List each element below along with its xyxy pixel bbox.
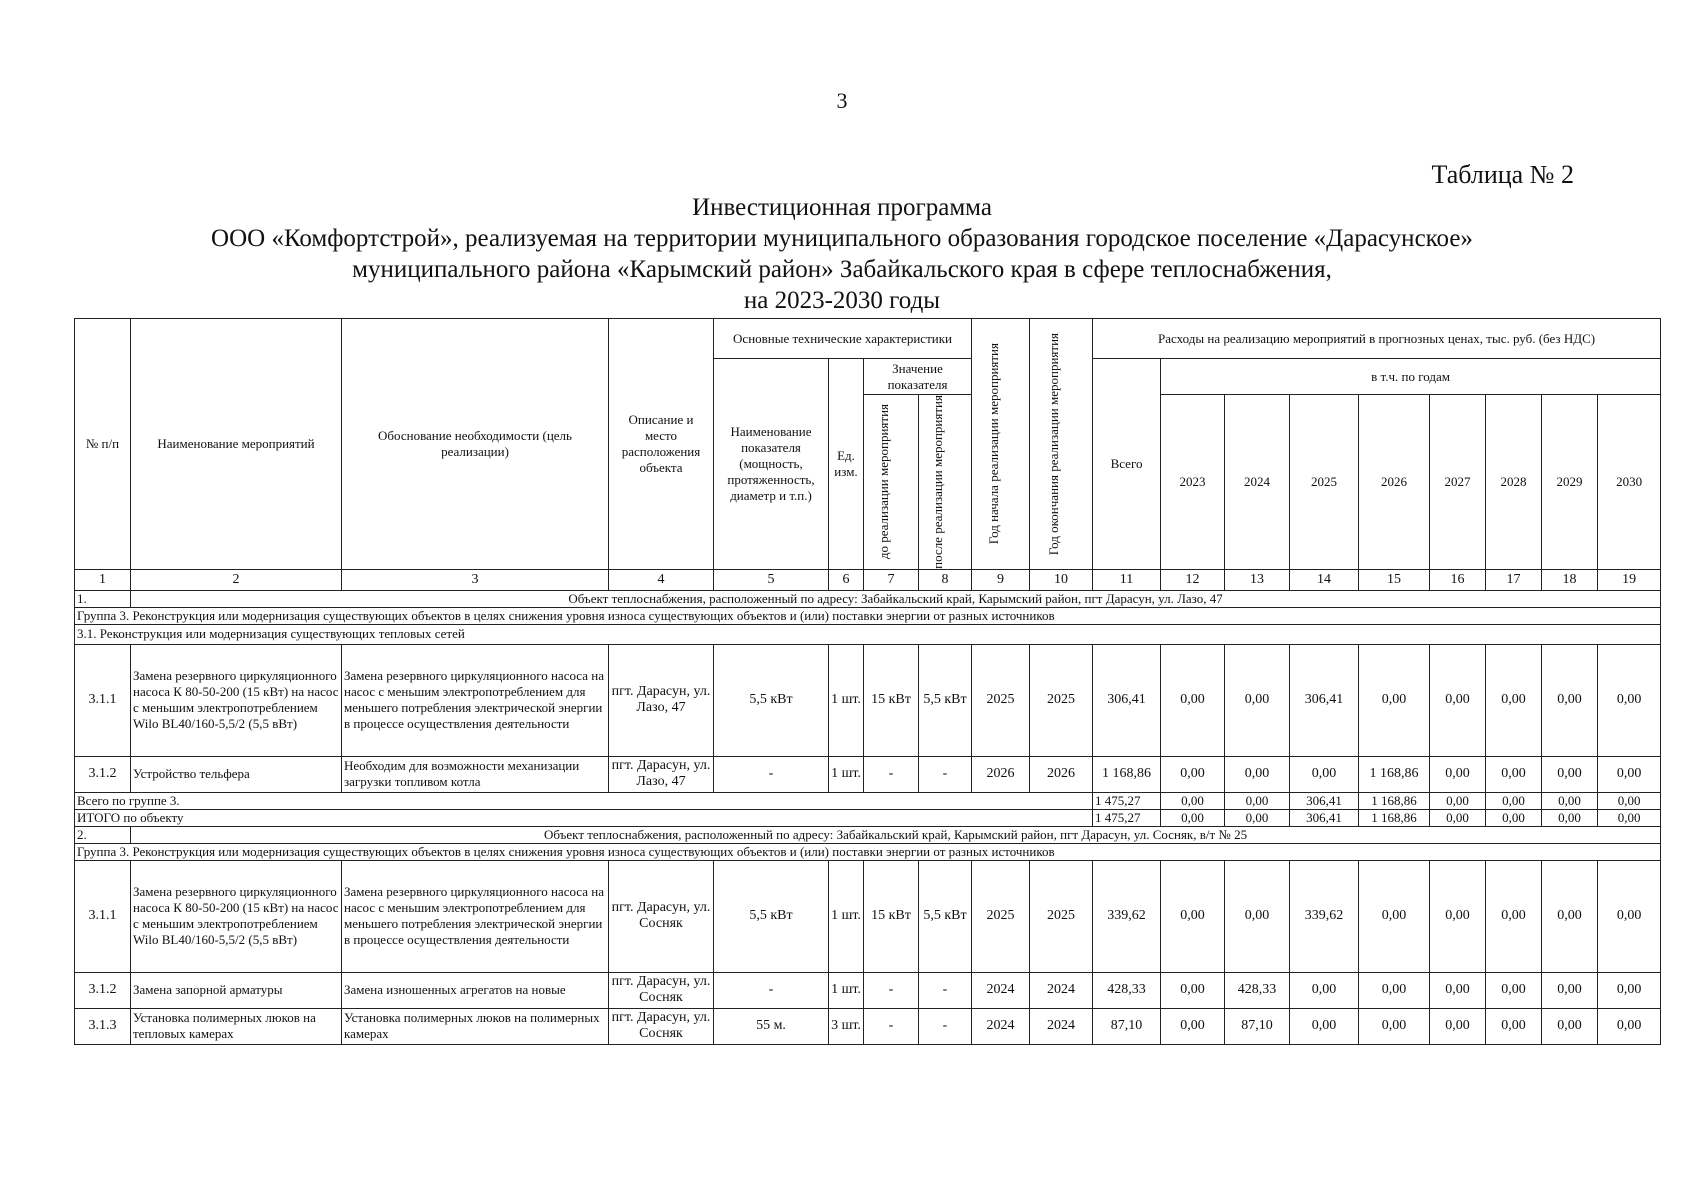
object-total-2025: 306,41 bbox=[1290, 809, 1359, 826]
row-2029: 0,00 bbox=[1542, 1008, 1598, 1044]
object-total-2028: 0,00 bbox=[1486, 809, 1542, 826]
row-2027: 0,00 bbox=[1430, 756, 1486, 792]
row-before: 15 кВт bbox=[864, 860, 919, 972]
row-start: 2025 bbox=[972, 644, 1030, 756]
row-total: 428,33 bbox=[1093, 972, 1161, 1008]
row-num: 3.1.2 bbox=[75, 972, 131, 1008]
row-before: - bbox=[864, 1008, 919, 1044]
group-total-value: 1 475,27 bbox=[1093, 792, 1161, 809]
object-total-2026: 1 168,86 bbox=[1359, 809, 1430, 826]
object-number: 2. bbox=[75, 826, 131, 843]
header-num: № п/п bbox=[75, 319, 131, 570]
title-line-4: на 2023-2030 годы bbox=[743, 287, 941, 314]
header-year-2027: 2027 bbox=[1430, 395, 1486, 570]
object-number: 1. bbox=[75, 590, 131, 607]
col-number: 5 bbox=[714, 569, 829, 590]
row-indicator: 5,5 кВт bbox=[714, 644, 829, 756]
header-by-years: в т.ч. по годам bbox=[1161, 359, 1661, 395]
row-indicator: 55 м. bbox=[714, 1008, 829, 1044]
row-2024: 0,00 bbox=[1225, 860, 1290, 972]
object-2-row bbox=[75, 826, 1661, 843]
col-number: 9 bbox=[972, 569, 1030, 590]
row-2030: 0,00 bbox=[1598, 860, 1661, 972]
page-number: 3 bbox=[836, 88, 848, 113]
row-2026: 0,00 bbox=[1359, 972, 1430, 1008]
group-total-2026: 1 168,86 bbox=[1359, 792, 1430, 809]
object-title: Объект теплоснабжения, расположенный по адресу: Забайкальский край, Карымский район, пгт Дарасун, ул. Лазо, 47 bbox=[131, 590, 1661, 607]
table-row bbox=[75, 972, 1661, 1008]
object-total-label: ИТОГО по объекту bbox=[75, 809, 1093, 826]
header-year-2029: 2029 bbox=[1542, 395, 1598, 570]
row-2029: 0,00 bbox=[1542, 860, 1598, 972]
table-row bbox=[75, 644, 1661, 756]
row-2030: 0,00 bbox=[1598, 1008, 1661, 1044]
object-total-2029: 0,00 bbox=[1542, 809, 1598, 826]
row-num: 3.1.1 bbox=[75, 644, 131, 756]
header-costs: Расходы на реализацию мероприятий в прогнозных ценах, тыс. руб. (без НДС) bbox=[1093, 319, 1661, 359]
table-row bbox=[75, 1008, 1661, 1044]
col-number: 17 bbox=[1486, 569, 1542, 590]
row-before: - bbox=[864, 756, 919, 792]
row-2029: 0,00 bbox=[1542, 972, 1598, 1008]
row-location: пгт. Дарасун, ул. Сосняк bbox=[609, 860, 714, 972]
group-row bbox=[75, 843, 1661, 860]
row-reason: Установка полимерных люков на полимерных камерах bbox=[342, 1008, 609, 1044]
header-end-year: Год окончания реализации мероприятия bbox=[1030, 319, 1093, 570]
col-number: 10 bbox=[1030, 569, 1093, 590]
title-line-1: Инвестиционная программа bbox=[692, 194, 992, 221]
row-total: 87,10 bbox=[1093, 1008, 1161, 1044]
row-2024: 0,00 bbox=[1225, 756, 1290, 792]
row-location: пгт. Дарасун, ул. Сосняк bbox=[609, 1008, 714, 1044]
row-total: 339,62 bbox=[1093, 860, 1161, 972]
row-unit: 1 шт. bbox=[829, 860, 864, 972]
header-indicator-name: Наименование показателя (мощность, протяженность, диаметр и т.п.) bbox=[714, 359, 829, 570]
row-name: Замена резервного циркуляционного насоса К 80-50-200 (15 кВт) на насос с меньшим электропотреблением Wilo BL40/160-5,5/2 (5,5 вВт) bbox=[131, 644, 342, 756]
row-num: 3.1.3 bbox=[75, 1008, 131, 1044]
row-2029: 0,00 bbox=[1542, 644, 1598, 756]
row-2030: 0,00 bbox=[1598, 972, 1661, 1008]
col-number: 11 bbox=[1093, 569, 1161, 590]
row-2023: 0,00 bbox=[1161, 972, 1225, 1008]
group-title: Группа 3. Реконструкция или модернизация существующих объектов в целях снижения уровня износа существующих объектов и (или) поставки энергии от разных источников bbox=[75, 607, 1661, 624]
row-2025: 306,41 bbox=[1290, 644, 1359, 756]
row-total: 1 168,86 bbox=[1093, 756, 1161, 792]
row-2023: 0,00 bbox=[1161, 860, 1225, 972]
row-location: пгт. Дарасун, ул. Сосняк bbox=[609, 972, 714, 1008]
group-row bbox=[75, 607, 1661, 624]
row-2029: 0,00 bbox=[1542, 756, 1598, 792]
row-unit: 1 шт. bbox=[829, 644, 864, 756]
row-2025: 0,00 bbox=[1290, 756, 1359, 792]
header-after: после реализации мероприятия bbox=[919, 395, 972, 570]
row-end: 2024 bbox=[1030, 972, 1093, 1008]
header-year-2023: 2023 bbox=[1161, 395, 1225, 570]
row-2025: 0,00 bbox=[1290, 972, 1359, 1008]
row-location: пгт. Дарасун, ул. Лазо, 47 bbox=[609, 644, 714, 756]
object-total-2027: 0,00 bbox=[1430, 809, 1486, 826]
table-row bbox=[75, 756, 1661, 792]
row-after: - bbox=[919, 972, 972, 1008]
header-tech: Основные технические характеристики bbox=[714, 319, 972, 359]
row-2030: 0,00 bbox=[1598, 756, 1661, 792]
header-total: Всего bbox=[1093, 359, 1161, 570]
col-number: 12 bbox=[1161, 569, 1225, 590]
row-reason: Необходим для возможности механизации загрузки топливом котла bbox=[342, 756, 609, 792]
row-2024: 0,00 bbox=[1225, 644, 1290, 756]
col-number: 2 bbox=[131, 569, 342, 590]
col-number: 4 bbox=[609, 569, 714, 590]
row-2026: 0,00 bbox=[1359, 860, 1430, 972]
row-end: 2024 bbox=[1030, 1008, 1093, 1044]
header-start-year: Год начала реализации мероприятия bbox=[972, 319, 1030, 570]
row-num: 3.1.1 bbox=[75, 860, 131, 972]
subgroup-row bbox=[75, 624, 1661, 644]
row-2028: 0,00 bbox=[1486, 860, 1542, 972]
row-start: 2025 bbox=[972, 860, 1030, 972]
header-year-2025: 2025 bbox=[1290, 395, 1359, 570]
row-reason: Замена изношенных агрегатов на новые bbox=[342, 972, 609, 1008]
group-title: Группа 3. Реконструкция или модернизация существующих объектов в целях снижения уровня износа существующих объектов и (или) поставки энергии от разных источников bbox=[75, 843, 1661, 860]
row-2026: 0,00 bbox=[1359, 1008, 1430, 1044]
row-num: 3.1.2 bbox=[75, 756, 131, 792]
table-label: Таблица № 2 bbox=[1431, 160, 1574, 189]
row-indicator: - bbox=[714, 972, 829, 1008]
row-after: 5,5 кВт bbox=[919, 644, 972, 756]
row-2024: 87,10 bbox=[1225, 1008, 1290, 1044]
row-2027: 0,00 bbox=[1430, 1008, 1486, 1044]
header-name: Наименование мероприятий bbox=[131, 319, 342, 570]
row-before: - bbox=[864, 972, 919, 1008]
header-year-2028: 2028 bbox=[1486, 395, 1542, 570]
col-number: 6 bbox=[829, 569, 864, 590]
row-2026: 1 168,86 bbox=[1359, 756, 1430, 792]
group-total-2029: 0,00 bbox=[1542, 792, 1598, 809]
group-total-2023: 0,00 bbox=[1161, 792, 1225, 809]
row-2023: 0,00 bbox=[1161, 1008, 1225, 1044]
row-start: 2024 bbox=[972, 972, 1030, 1008]
row-2023: 0,00 bbox=[1161, 644, 1225, 756]
object-total-row bbox=[75, 809, 1661, 826]
row-unit: 1 шт. bbox=[829, 756, 864, 792]
header-location: Описание и место расположения объекта bbox=[609, 319, 714, 570]
header-value: Значение показателя bbox=[864, 359, 972, 395]
header-year-2026: 2026 bbox=[1359, 395, 1430, 570]
row-unit: 1 шт. bbox=[829, 972, 864, 1008]
header-before: до реализации мероприятия bbox=[864, 395, 919, 570]
row-2025: 339,62 bbox=[1290, 860, 1359, 972]
col-number: 8 bbox=[919, 569, 972, 590]
group-total-2030: 0,00 bbox=[1598, 792, 1661, 809]
row-2025: 0,00 bbox=[1290, 1008, 1359, 1044]
row-end: 2025 bbox=[1030, 860, 1093, 972]
col-number: 7 bbox=[864, 569, 919, 590]
column-numbers-row bbox=[75, 569, 1661, 590]
group-total-2024: 0,00 bbox=[1225, 792, 1290, 809]
row-after: - bbox=[919, 1008, 972, 1044]
row-name: Замена запорной арматуры bbox=[131, 972, 342, 1008]
object-total-2023: 0,00 bbox=[1161, 809, 1225, 826]
row-2028: 0,00 bbox=[1486, 644, 1542, 756]
row-after: - bbox=[919, 756, 972, 792]
row-2028: 0,00 bbox=[1486, 1008, 1542, 1044]
object-1-row bbox=[75, 590, 1661, 607]
object-total-value: 1 475,27 bbox=[1093, 809, 1161, 826]
row-start: 2024 bbox=[972, 1008, 1030, 1044]
row-2027: 0,00 bbox=[1430, 860, 1486, 972]
group-total-2027: 0,00 bbox=[1430, 792, 1486, 809]
row-2024: 428,33 bbox=[1225, 972, 1290, 1008]
table-row bbox=[75, 860, 1661, 972]
header-reason: Обоснование необходимости (цель реализации) bbox=[342, 319, 609, 570]
header-year-2024: 2024 bbox=[1225, 395, 1290, 570]
subgroup-title: 3.1. Реконструкция или модернизация существующих тепловых сетей bbox=[75, 624, 1661, 644]
col-number: 1 bbox=[75, 569, 131, 590]
row-2023: 0,00 bbox=[1161, 756, 1225, 792]
group-total-2025: 306,41 bbox=[1290, 792, 1359, 809]
row-end: 2026 bbox=[1030, 756, 1093, 792]
object-title: Объект теплоснабжения, расположенный по адресу: Забайкальский край, Карымский район, пгт Дарасун, ул. Сосняк, в/т № 25 bbox=[131, 826, 1661, 843]
group-total-row bbox=[75, 792, 1661, 809]
row-indicator: - bbox=[714, 756, 829, 792]
row-2028: 0,00 bbox=[1486, 972, 1542, 1008]
col-number: 15 bbox=[1359, 569, 1430, 590]
row-reason: Замена резервного циркуляционного насоса на насос с меньшим электропотреблением для меньшего потребления электрической энергии в процессе осуществления деятельности bbox=[342, 860, 609, 972]
row-location: пгт. Дарасун, ул. Лазо, 47 bbox=[609, 756, 714, 792]
row-2030: 0,00 bbox=[1598, 644, 1661, 756]
object-total-2024: 0,00 bbox=[1225, 809, 1290, 826]
row-end: 2025 bbox=[1030, 644, 1093, 756]
row-name: Замена резервного циркуляционного насоса К 80-50-200 (15 кВт) на насос с меньшим электропотреблением Wilo BL40/160-5,5/2 (5,5 вВт) bbox=[131, 860, 342, 972]
row-before: 15 кВт bbox=[864, 644, 919, 756]
col-number: 18 bbox=[1542, 569, 1598, 590]
row-name: Установка полимерных люков на тепловых камерах bbox=[131, 1008, 342, 1044]
group-total-label: Всего по группе 3. bbox=[75, 792, 1093, 809]
col-number: 3 bbox=[342, 569, 609, 590]
header-unit: Ед. изм. bbox=[829, 359, 864, 570]
row-name: Устройство тельфера bbox=[131, 756, 342, 792]
row-indicator: 5,5 кВт bbox=[714, 860, 829, 972]
header-year-2030: 2030 bbox=[1598, 395, 1661, 570]
title-line-2: ООО «Комфортстрой», реализуемая на территории муниципального образования городское поселение «Дарасунское» bbox=[211, 225, 1473, 252]
col-number: 14 bbox=[1290, 569, 1359, 590]
title-line-3: муниципального района «Карымский район» Забайкальского края в сфере теплоснабжения, bbox=[352, 256, 1332, 283]
document-title bbox=[0, 192, 1684, 316]
investment-table bbox=[74, 318, 1661, 1045]
row-unit: 3 шт. bbox=[829, 1008, 864, 1044]
row-after: 5,5 кВт bbox=[919, 860, 972, 972]
row-reason: Замена резервного циркуляционного насоса на насос с меньшим электропотреблением для меньшего потребления электрической энергии в процессе осуществления деятельности bbox=[342, 644, 609, 756]
object-total-2030: 0,00 bbox=[1598, 809, 1661, 826]
col-number: 16 bbox=[1430, 569, 1486, 590]
row-2026: 0,00 bbox=[1359, 644, 1430, 756]
row-2027: 0,00 bbox=[1430, 644, 1486, 756]
row-start: 2026 bbox=[972, 756, 1030, 792]
row-total: 306,41 bbox=[1093, 644, 1161, 756]
group-total-2028: 0,00 bbox=[1486, 792, 1542, 809]
col-number: 13 bbox=[1225, 569, 1290, 590]
row-2027: 0,00 bbox=[1430, 972, 1486, 1008]
row-2028: 0,00 bbox=[1486, 756, 1542, 792]
col-number: 19 bbox=[1598, 569, 1661, 590]
